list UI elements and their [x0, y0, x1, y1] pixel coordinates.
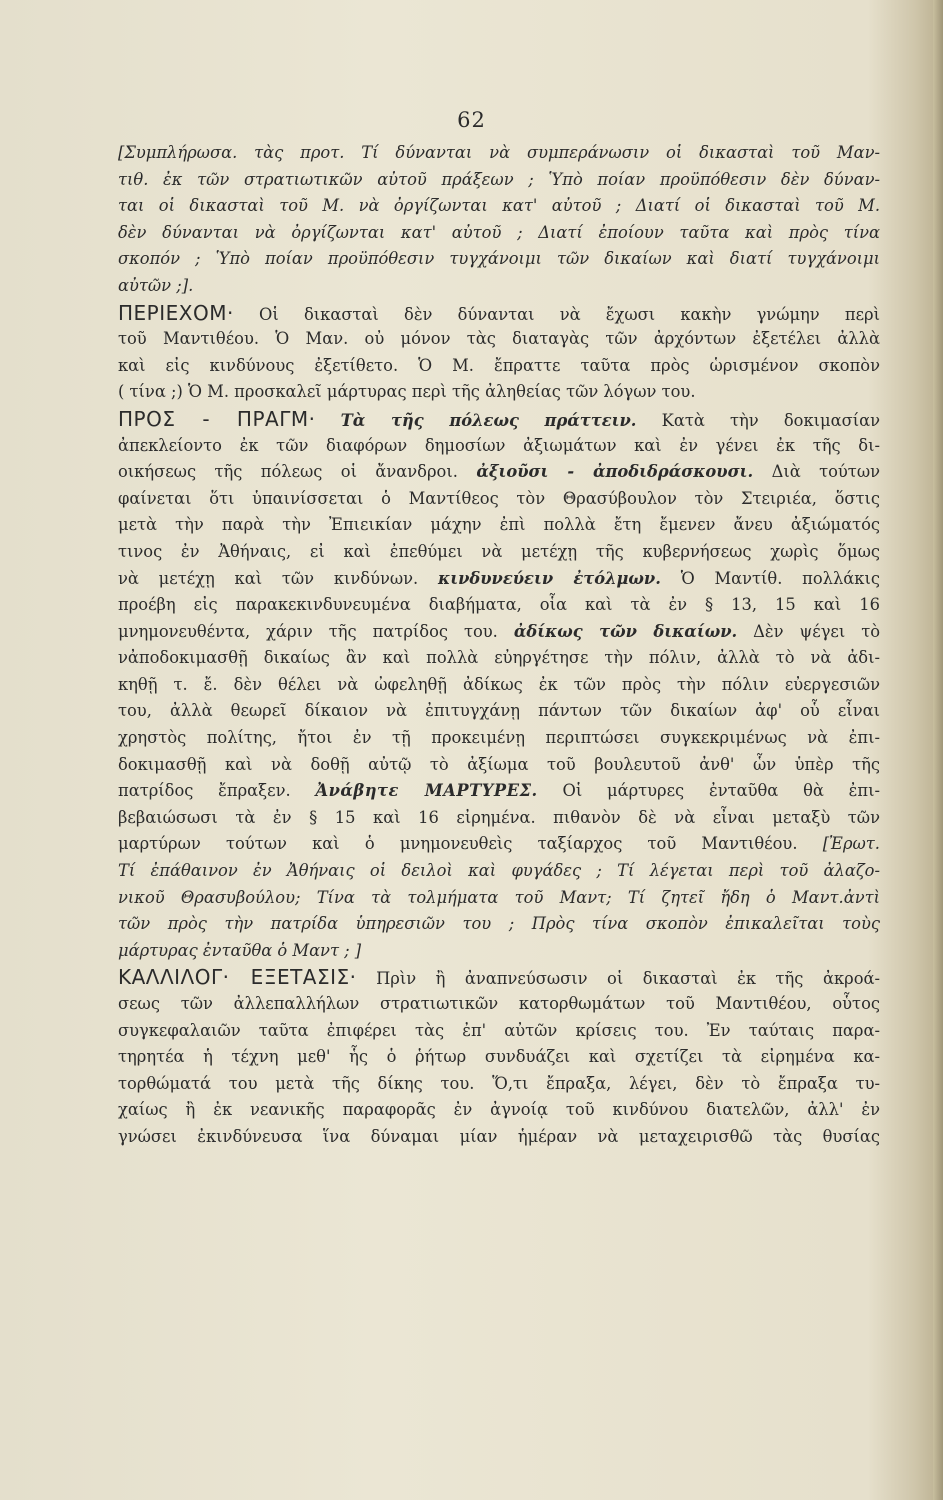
text-line: αὐτῶν ;].: [118, 275, 194, 295]
keyword-phrase: Ἀνάβητε ΜΑΡΤΥΡΕΣ.: [315, 781, 538, 801]
keyword-phrase: ἀξιοῦσι - ἀποδιδράσκουσι.: [476, 462, 754, 482]
text-line: ἀπεκλείοντο ἐκ τῶν διαφόρων δημοσίων ἀξιωμάτων καὶ ἐν γένει ἐκ τῆς δι-: [118, 435, 880, 455]
text-line: συγκεφαλαιῶν ταῦτα ἐπιφέρει τὰς ἐπ' αὐτῶν κρίσεις του. Ἐν ταύταις παρα-: [118, 1020, 880, 1040]
page-edge-shadow: [933, 0, 943, 1500]
text-line: Τί ἐπάθαινον ἐν Ἀθήναις οἱ δειλοὶ καὶ φυγάδες ; Τί λέγεται περὶ τοῦ ἀλαζο-: [118, 861, 880, 881]
text-line: νικοῦ Θρασυβούλου; Τίνα τὰ τολμήματα τοῦ Μαντ; Τί ζητεῖ ἤδη ὁ Μαντ.ἀντὶ: [118, 887, 880, 907]
keyword-phrase: Τὰ τῆς πόλεως πράττειν.: [340, 410, 637, 430]
keyword-phrase: ἀδίκως τῶν δικαίων.: [513, 621, 738, 641]
text-segment: νὰ μετέχῃ καὶ τῶν κινδύνων.: [118, 568, 419, 588]
text-segment: Ὁ Μαντίθ. πολλάκις: [680, 568, 880, 588]
text-line: γνώσει ἐκινδύνευσα ἵνα δύναμαι μίαν ἡμέραν νὰ μεταχειρισθῶ τὰς θυσίας: [118, 1126, 880, 1146]
text-line: κηθῇ τ. ἔ. δὲν θέλει νὰ ὠφεληθῇ ἀδίκως ἐκ τῶν πρὸς τὴν πόλιν εὐεργεσιῶν: [118, 674, 880, 694]
text-segment: [Ἐρωτ.: [822, 834, 880, 854]
text-segment: πατρίδος ἔπραξεν.: [118, 781, 291, 801]
text-line: νἀποδοκιμασθῇ δικαίως ἂν καὶ πολλὰ εὐηργέτησε τὴν πόλιν, ἀλλὰ τὸ νὰ ἀδι-: [118, 648, 880, 668]
text-line: τηρητέα ἡ τέχνη μεθ' ἧς ὁ ῥήτωρ συνδυάζει καὶ σχετίζει τὰ εἰρημένα κα-: [118, 1047, 880, 1067]
text-line: τῶν πρὸς τὴν πατρίδα ὑπηρεσιῶν του ; Πρὸς τίνα σκοπὸν ἐπικαλεῖται τοὺς: [118, 914, 880, 934]
text-line: χαίως ἢ ἐκ νεανικῆς παραφορᾶς ἐν ἀγνοίᾳ τοῦ κινδύνου διατελῶν, ἀλλ' ἐν: [118, 1100, 880, 1120]
text-line: μετὰ τὴν παρὰ τὴν Ἐπιεικίαν μάχην ἐπὶ πολλὰ ἔτη ἔμενεν ἄνευ ἀξιώματός: [118, 515, 880, 535]
text-segment: οικήσεως τῆς πόλεως οἱ ἄνανδροι.: [118, 462, 458, 482]
text-line: χρηστὸς πολίτης, ἤτοι ἐν τῇ προκειμένῃ περιπτώσει συγκεκριμένως νὰ ἐπι-: [118, 728, 880, 748]
text-segment: Κατὰ τὴν δοκιμασίαν: [661, 410, 880, 430]
text-line: καὶ εἰς κινδύνους ἐξετίθετο. Ὁ Μ. ἔπραττε ταῦτα πρὸς ὡρισμένον σκοπὸν: [118, 355, 880, 375]
text-line: σεως τῶν ἀλλεπαλλήλων στρατιωτικῶν κατορθωμάτων τοῦ Μαντιθέου, οὗτος: [118, 994, 880, 1013]
text-line: δὲν δύνανται νὰ ὀργίζωνται κατ' αὐτοῦ ; Διατί ἐποίουν ταῦτα καὶ πρὸς τίνα: [118, 222, 880, 242]
section-heading-contents: ΠΕΡΙΕΧΟΜ·: [118, 300, 234, 325]
text-line: του, ἀλλὰ θεωρεῖ δίκαιον νὰ ἐπιτυγχάνῃ πάντων τῶν δικαίων ἀφ' οὗ εἶναι: [118, 701, 880, 721]
questions-block-2: [118, 858, 880, 964]
text-segment: Οἱ μάρτυρες ἐνταῦθα θὰ ἐπι-: [562, 781, 880, 801]
text-line: προέβη εἰς παρακεκινδυνευμένα διαβήματα, οἷα καὶ τὰ ἐν § 13, 15 καὶ 16: [118, 595, 880, 615]
text-line: βεβαιώσωσι τὰ ἐν § 15 καὶ 16 εἰρημένα. πιθανὸν δὲ νὰ εἶναι μεταξὺ τῶν: [118, 807, 880, 827]
page-number: 62: [457, 108, 486, 132]
text-line: ( τίνα ;) Ὁ Μ. προσκαλεῖ μάρτυρας περὶ τῆς ἀληθείας τῶν λόγων του.: [118, 382, 696, 402]
section-heading-pragmatology: ΠΡΟΣ - ΠΡΑΓΜ·: [118, 406, 316, 431]
text-line: τορθώματά του μετὰ τῆς δίκης του. Ὅ,τι ἔπραξα, λέγει, δὲν τὸ ἔπραξα τυ-: [118, 1073, 880, 1093]
text-line: μάρτυρας ἐνταῦθα ὁ Μαντ ; ]: [118, 940, 362, 960]
text-line: τιθ. ἐκ τῶν στρατιωτικῶν αὐτοῦ πράξεων ; Ὑπὸ ποίαν προϋπόθεσιν δὲν δύναν-: [118, 169, 880, 189]
text-segment: Διὰ τούτων: [771, 462, 880, 482]
section-heading-stylistic: ΚΑΛΛΙΛΟΓ· ΕΞΕΤΑΣΙΣ·: [118, 965, 357, 990]
text-line: [Συμπλήρωσα. τὰς προτ. Τί δύνανται νὰ συμπεράνωσιν οἱ δικασταὶ τοῦ Μαν-: [118, 143, 880, 162]
text-segment: μνημονευθέντα, χάριν τῆς πατρίδος του.: [118, 621, 498, 641]
questions-block-1: [118, 140, 880, 300]
keyword-phrase: κινδυνεύειν ἐτόλμων.: [438, 568, 661, 588]
text-segment: Δὲν ψέγει τὸ: [753, 621, 880, 641]
section-pragmatology: [118, 406, 880, 858]
text-line: ται οἱ δικασταὶ τοῦ Μ. νὰ ὀργίζωνται κατ' αὐτοῦ ; Διατί οἱ δικασταὶ τοῦ Μ.: [118, 196, 880, 216]
section-contents: [118, 300, 880, 406]
section-stylistic-examination: [118, 964, 880, 1150]
text-segment: μαρτύρων τούτων καὶ ὁ μνημονευθεὶς ταξίαρχος τοῦ Μαντιθέου.: [118, 834, 798, 854]
text-segment: Οἱ δικασταὶ δὲν δύνανται νὰ ἔχωσι κακὴν γνώμην περὶ: [259, 304, 880, 324]
text-line: τοῦ Μαντιθέου. Ὁ Μαν. οὐ μόνον τὰς διαταγὰς τῶν ἀρχόντων ἐξετέλει ἀλλὰ: [118, 329, 880, 349]
text-line: δοκιμασθῇ καὶ νὰ δοθῇ αὐτῷ τὸ ἀξίωμα τοῦ βουλευτοῦ ἀνθ' ὧν ὑπὲρ τῆς: [118, 754, 880, 774]
text-line: σκοπόν ; Ὑπὸ ποίαν προϋπόθεσιν τυγχάνοιμι τῶν δικαίων καὶ διατί τυγχάνοιμι: [118, 249, 880, 269]
text-line: φαίνεται ὅτι ὑπαινίσσεται ὁ Μαντίθεος τὸν Θρασύβουλον τὸν Στειριέα, ὅστις: [118, 488, 880, 508]
page-body: [118, 140, 880, 1151]
text-line: τινος ἐν Ἀθήναις, εἰ καὶ ἐπεθύμει νὰ μετέχῃ τῆς κυβερνήσεως χωρὶς ὅμως: [118, 541, 880, 561]
text-segment: Πρὶν ἢ ἀναπνεύσωσιν οἱ δικασταὶ ἐκ τῆς ἀκροά-: [376, 969, 880, 989]
